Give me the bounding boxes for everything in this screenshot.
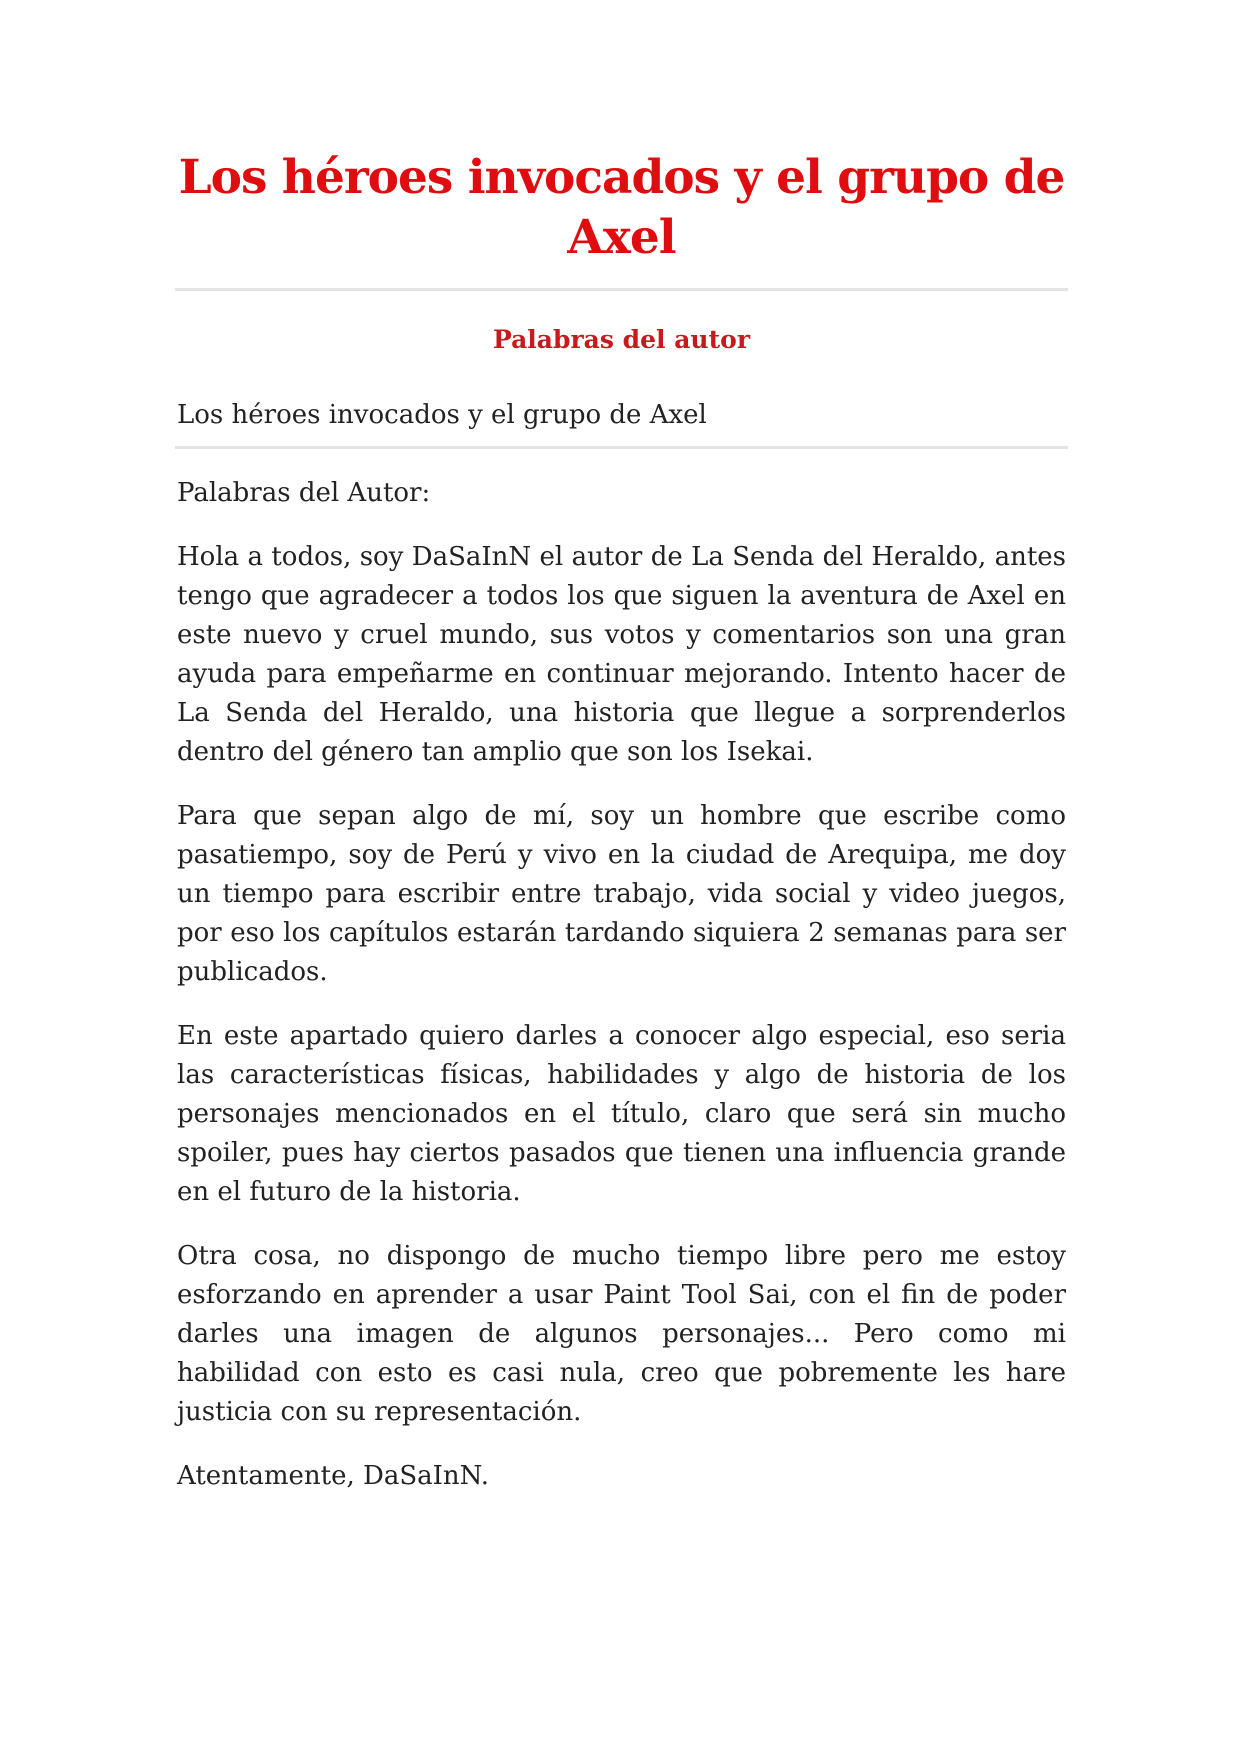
heading-divider (175, 446, 1068, 449)
section-subtitle: Palabras del autor (492, 325, 750, 354)
paragraph-characters: En este apartado quiero darles a conocer algo especial, eso seria las características físicas, habilidades y algo de historia de los personajes mencionados en el título, claro que será sin mucho spoiler, pues hay ciertos pasados que tienen una influencia grande en el futuro de la historia. (177, 1021, 1066, 1207)
document-title: Los héroes invocados y el grupo de Axel (178, 150, 1065, 265)
paragraph-author-words: Palabras del Autor: (177, 478, 431, 508)
body-text (175, 474, 1066, 1496)
paragraph-about-author: Para que sepan algo de mí, soy un hombre que escribe como pasatiempo, soy de Perú y vivo en la ciudad de Arequipa, me doy un tiempo para escribir entre trabajo, vida social y video juegos, por eso los capítulos estarán tardando siquiera 2 semanas para ser publicados. (177, 801, 1066, 987)
paragraph-illustrations: Otra cosa, no dispongo de mucho tiempo libre pero me estoy esforzando en aprender a usar Paint Tool Sai, con el fin de poder darles una imagen de algunos personajes... Pero como mi habilidad con esto es casi nula, creo que pobremente les hare justicia con su representación. (177, 1241, 1066, 1427)
paragraph-greeting: Hola a todos, soy DaSaInN el autor de La Senda del Heraldo, antes tengo que agradecer a todos los que siguen la aventura de Axel en este nuevo y cruel mundo, sus votos y comentarios son una gran ayuda para empeñarme en continuar mejorando. Intento hacer de La Senda del Heraldo, una historia que llegue a sorprenderlos dentro del género tan amplio que son los Isekai. (177, 542, 1066, 767)
chapter-heading-line: Los héroes invocados y el grupo de Axel (177, 400, 707, 430)
paragraph-signature: Atentamente, DaSaInN. (177, 1461, 490, 1491)
document-page (175, 0, 1068, 1496)
title-divider (175, 288, 1068, 291)
